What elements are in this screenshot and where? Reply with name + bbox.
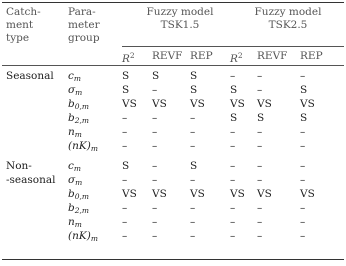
cell-0-5-4: – — [257, 140, 263, 152]
param-0-2: $b_{0,m}$ — [68, 98, 90, 111]
cell-0-3-2: – — [190, 112, 196, 124]
catchment-type-header-line2: ment — [6, 19, 34, 31]
cell-1-0-3: – — [230, 160, 236, 172]
cell-0-0-4: – — [257, 70, 263, 82]
cell-1-3-2: – — [190, 202, 196, 214]
parameter-group-header-line2: meter — [68, 19, 100, 31]
cell-0-4-4: – — [257, 126, 263, 138]
cell-0-5-2: – — [190, 140, 196, 152]
cell-1-4-0: – — [122, 216, 128, 228]
cell-1-5-0: – — [122, 230, 128, 242]
cell-0-5-3: – — [230, 140, 236, 152]
cell-1-5-1: – — [152, 230, 158, 242]
parameter-group-header-line1: Para- — [68, 6, 96, 18]
group-label-0-0: Seasonal — [6, 70, 54, 82]
subcol-header-3: $R^2$ — [230, 51, 243, 65]
cell-1-4-5: – — [300, 216, 306, 228]
param-1-5: $(nK)_m$ — [68, 230, 98, 243]
param-1-3: $b_{2,m}$ — [68, 202, 90, 215]
group-label-1-0: Non- — [6, 160, 32, 172]
cell-0-2-0: VS — [122, 98, 137, 110]
cell-1-4-3: – — [230, 216, 236, 228]
cell-0-0-2: S — [190, 70, 198, 82]
cell-1-1-4: – — [257, 174, 263, 186]
cell-0-2-5: VS — [300, 98, 315, 110]
top-rule — [2, 2, 344, 3]
cell-0-2-2: VS — [190, 98, 205, 110]
model2-header-line1: Fuzzy model — [254, 6, 322, 18]
model1-header-line1: Fuzzy model — [146, 6, 214, 18]
subcol-header-2: REP — [190, 50, 213, 62]
group-label-1-1: -seasonal — [6, 174, 56, 186]
cell-0-1-2: S — [190, 84, 198, 96]
header-bottom-rule — [2, 65, 344, 66]
cell-0-0-0: S — [122, 70, 130, 82]
cell-0-0-5: – — [300, 70, 306, 82]
param-0-1: $\sigma_m$ — [68, 84, 83, 97]
cell-0-3-3: S — [230, 112, 238, 124]
cell-0-1-5: S — [300, 84, 308, 96]
cell-0-4-0: – — [122, 126, 128, 138]
model-header-rule — [122, 46, 344, 47]
cell-1-0-5: – — [300, 160, 306, 172]
cell-0-2-1: VS — [152, 98, 167, 110]
cell-1-2-5: VS — [300, 188, 315, 200]
cell-1-1-3: – — [230, 174, 236, 186]
cell-1-4-4: – — [257, 216, 263, 228]
cell-1-0-1: – — [152, 160, 158, 172]
cell-1-0-4: – — [257, 160, 263, 172]
cell-0-1-0: S — [122, 84, 130, 96]
cell-0-2-4: VS — [257, 98, 272, 110]
cell-0-4-1: – — [152, 126, 158, 138]
cell-1-1-5: – — [300, 174, 306, 186]
catchment-type-header-line1: Catch- — [6, 6, 41, 18]
cell-1-0-0: S — [122, 160, 130, 172]
cell-1-3-4: – — [257, 202, 263, 214]
param-1-0: $c_m$ — [68, 160, 82, 173]
cell-1-1-2: – — [190, 174, 196, 186]
cell-0-5-1: – — [152, 140, 158, 152]
param-0-0: $c_m$ — [68, 70, 82, 83]
cell-1-2-2: VS — [190, 188, 205, 200]
cell-0-0-1: S — [152, 70, 160, 82]
cell-1-5-5: – — [300, 230, 306, 242]
cell-1-2-4: VS — [257, 188, 272, 200]
cell-1-4-2: – — [190, 216, 196, 228]
cell-1-3-5: – — [300, 202, 306, 214]
cell-0-3-1: – — [152, 112, 158, 124]
cell-0-1-1: – — [152, 84, 158, 96]
param-0-3: $b_{2,m}$ — [68, 112, 90, 125]
subcol-header-5: REP — [300, 50, 323, 62]
subcol-header-4: REVF — [257, 50, 288, 62]
cell-0-1-3: S — [230, 84, 238, 96]
subcol-header-0: $R^2$ — [122, 51, 135, 65]
cell-0-5-0: – — [122, 140, 128, 152]
bottom-rule — [2, 259, 344, 260]
cell-0-2-3: VS — [230, 98, 245, 110]
model1-header-line2: TSK1.5 — [160, 19, 200, 31]
cell-0-5-5: – — [300, 140, 306, 152]
cell-1-5-4: – — [257, 230, 263, 242]
param-0-5: $(nK)_m$ — [68, 140, 98, 153]
cell-1-3-0: – — [122, 202, 128, 214]
cell-1-2-3: VS — [230, 188, 245, 200]
cell-1-3-3: – — [230, 202, 236, 214]
param-1-4: $n_m$ — [68, 216, 82, 229]
cell-1-1-1: – — [152, 174, 158, 186]
cell-0-4-5: – — [300, 126, 306, 138]
cell-0-3-4: S — [257, 112, 265, 124]
subcol-header-1: REVF — [152, 50, 183, 62]
cell-1-4-1: – — [152, 216, 158, 228]
cell-0-3-5: S — [300, 112, 308, 124]
cell-0-1-4: – — [257, 84, 263, 96]
cell-1-2-1: VS — [152, 188, 167, 200]
cell-1-2-0: VS — [122, 188, 137, 200]
cell-1-0-2: S — [190, 160, 198, 172]
cell-0-4-3: – — [230, 126, 236, 138]
parameter-group-header-line3: group — [68, 32, 100, 44]
catchment-type-header-line3: type — [6, 32, 30, 44]
cell-1-3-1: – — [152, 202, 158, 214]
cell-1-1-0: – — [122, 174, 128, 186]
cell-0-0-3: – — [230, 70, 236, 82]
param-1-2: $b_{0,m}$ — [68, 188, 90, 201]
cell-0-3-0: – — [122, 112, 128, 124]
param-1-1: $\sigma_m$ — [68, 174, 83, 187]
model2-header-line2: TSK2.5 — [268, 19, 308, 31]
cell-0-4-2: – — [190, 126, 196, 138]
param-0-4: $n_m$ — [68, 126, 82, 139]
cell-1-5-2: – — [190, 230, 196, 242]
cell-1-5-3: – — [230, 230, 236, 242]
